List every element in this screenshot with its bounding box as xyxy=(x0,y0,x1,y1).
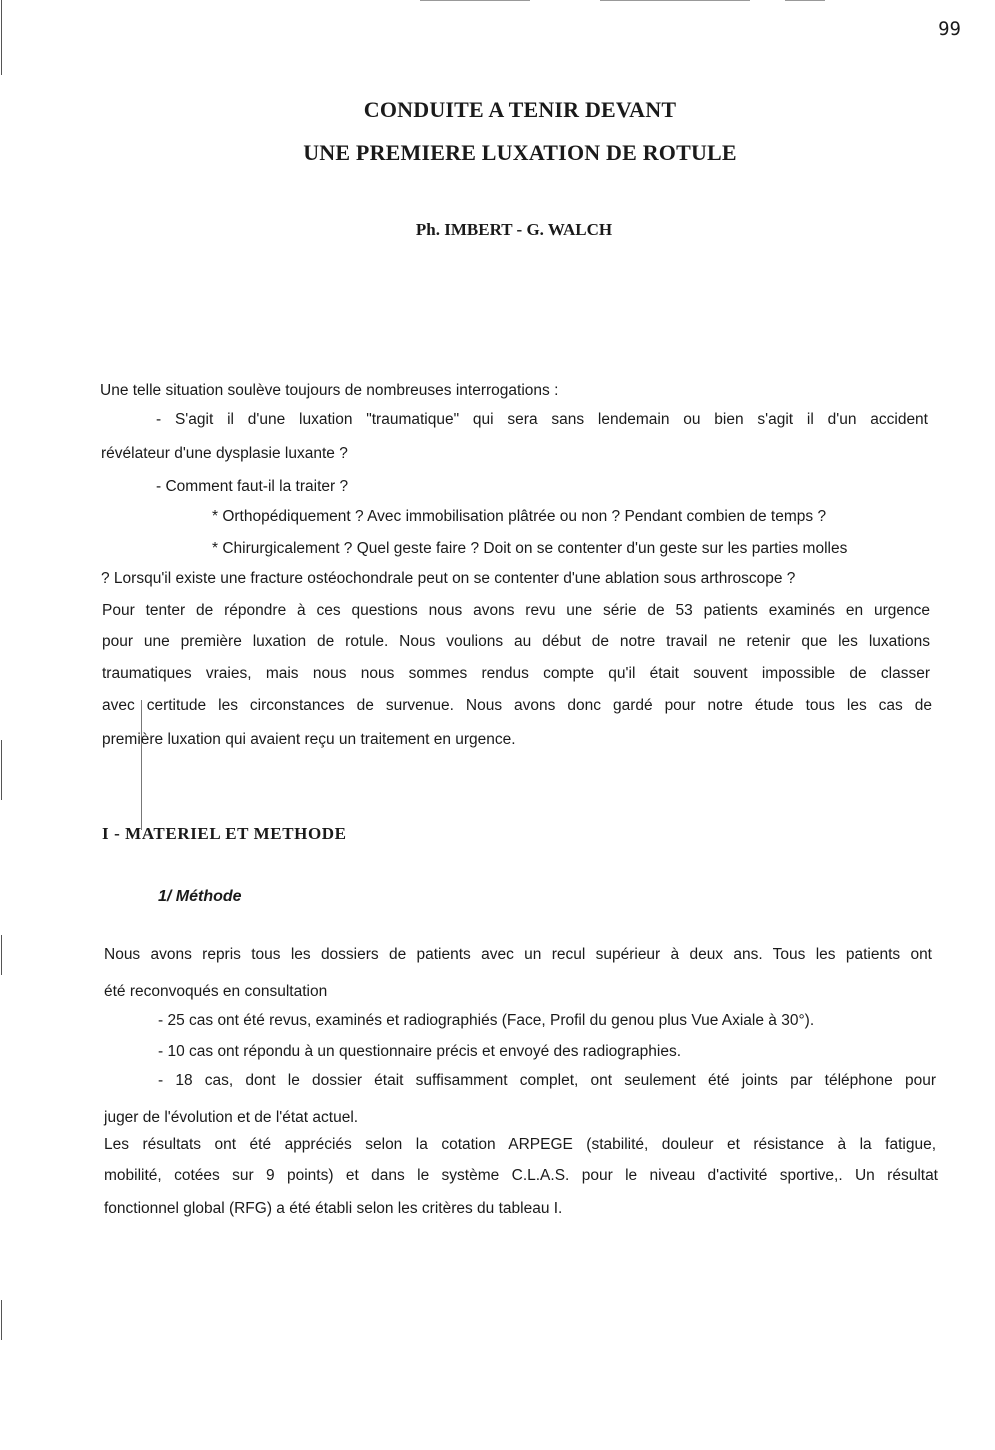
scan-artifact-rule xyxy=(785,0,825,1)
scan-column-mark xyxy=(141,700,142,830)
intro-line: - Comment faut-il la traiter ? xyxy=(156,478,349,495)
subsection-heading: 1/ Méthode xyxy=(158,888,242,905)
methode-line: - 18 cas, dont le dossier était suffisamment complet, ont seulement été joints par téléphone pour xyxy=(158,1072,936,1089)
methode-line: juger de l'évolution et de l'état actuel. xyxy=(104,1109,359,1126)
intro-line: avec certitude les circonstances de survenue. Nous avons donc gardé pour notre étude tous les cas de xyxy=(102,697,932,714)
scan-artifact-rule xyxy=(600,0,750,1)
intro-line: * Chirurgicalement ? Quel geste faire ? Doit on se contenter d'un geste sur les parties molles xyxy=(212,540,848,557)
methode-line: - 25 cas ont été revus, examinés et radiographiés (Face, Profil du genou plus Vue Axiale à 30°). xyxy=(158,1012,815,1029)
scan-margin-mark xyxy=(1,740,2,800)
intro-line: traumatiques vraies, mais nous nous sommes rendus compte qu'il était souvent impossible de classer xyxy=(102,665,930,682)
scan-margin-mark xyxy=(1,1300,2,1340)
methode-line: mobilité, cotées sur 9 points) et dans le système C.L.A.S. pour le niveau d'activité sportive,. Un résultat xyxy=(104,1167,938,1184)
methode-line: fonctionnel global (RFG) a été établi selon les critères du tableau I. xyxy=(104,1200,563,1217)
methode-line: été reconvoqués en consultation xyxy=(104,983,328,1000)
intro-line: Une telle situation soulève toujours de nombreuses interrogations : xyxy=(100,382,559,399)
intro-line: - S'agit il d'une luxation "traumatique" qui sera sans lendemain ou bien s'agit il d'un accident xyxy=(156,411,928,428)
title-line-2: UNE PREMIERE LUXATION DE ROTULE xyxy=(303,140,737,165)
scan-artifact-rule xyxy=(420,0,530,1)
section-heading: I - MATERIEL ET METHODE xyxy=(102,824,347,843)
scan-margin-mark xyxy=(1,0,2,75)
intro-line: pour une première luxation de rotule. Nous voulions au début de notre travail ne retenir que les luxations xyxy=(102,633,930,650)
methode-line: - 10 cas ont répondu à un questionnaire précis et envoyé des radiographies. xyxy=(158,1043,682,1060)
methode-line: Nous avons repris tous les dossiers de patients avec un recul supérieur à deux ans. Tous les patients ont xyxy=(104,946,932,963)
scan-margin-mark xyxy=(1,935,2,975)
intro-line: * Orthopédiquement ? Avec immobilisation plâtrée ou non ? Pendant combien de temps ? xyxy=(212,508,827,525)
authors: Ph. IMBERT - G. WALCH xyxy=(415,220,613,239)
intro-line: révélateur d'une dysplasie luxante ? xyxy=(101,445,348,462)
intro-line: ? Lorsqu'il existe une fracture ostéochondrale peut on se contenter d'une ablation sous arthroscope ? xyxy=(101,570,796,587)
intro-line: première luxation qui avaient reçu un traitement en urgence. xyxy=(102,731,516,748)
intro-line: Pour tenter de répondre à ces questions nous avons revu une série de 53 patients examinés en urgence xyxy=(102,602,930,619)
methode-line: Les résultats ont été appréciés selon la cotation ARPEGE (stabilité, douleur et résistance à la fatigue, xyxy=(104,1136,936,1153)
title-line-1: CONDUITE A TENIR DEVANT xyxy=(363,97,677,122)
page-number: 99 xyxy=(938,18,961,40)
